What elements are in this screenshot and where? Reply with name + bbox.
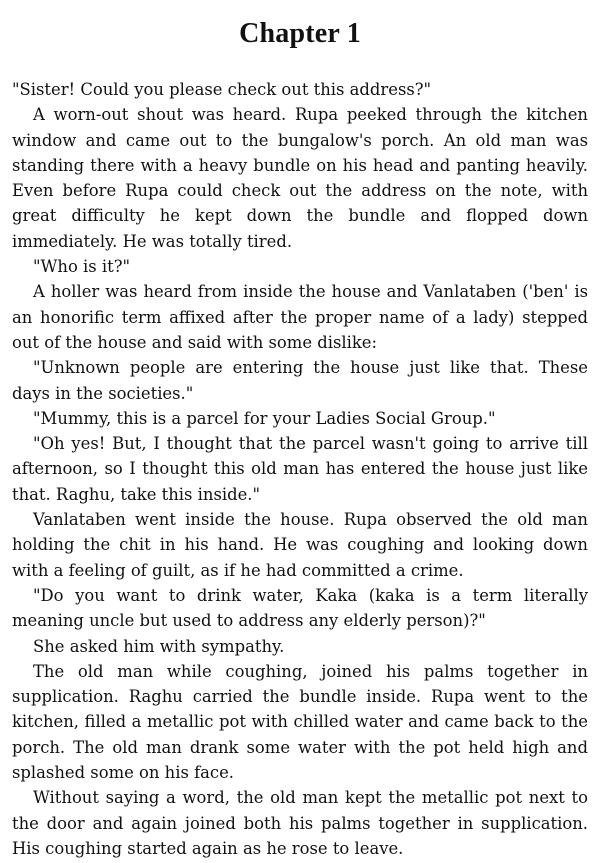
paragraph: "Do you want to drink water, Kaka (kaka is a term literally meaning uncle but used to address any elderly person)?"	[12, 585, 588, 631]
paragraph: "Mummy, this is a parcel for your Ladies Social Group."	[33, 408, 496, 428]
paragraph: A worn-out shout was heard. Rupa peeked through the kitchen window and came out to the bungalow's porch. An old man was standing there with a heavy bundle on his head and panting heavily. Even before Rupa could check out the address on the note, with great difficulty he kept down the bundle and flopped down immediately. He was totally tired.	[12, 105, 588, 251]
chapter-title: Chapter 1	[239, 18, 361, 49]
paragraph: Vanlataben went inside the house. Rupa observed the old man holding the chit in his hand. He was coughing and looking down with a feeling of guilt, as if he had committed a crime.	[12, 510, 588, 580]
paragraph: A holler was heard from inside the house and Vanlataben ('ben' is an honorific term affixed after the proper name of a lady) stepped out of the house and said with some dislike:	[12, 282, 588, 352]
chapter-body	[12, 77, 588, 861]
paragraph: She asked him with sympathy.	[33, 636, 285, 656]
paragraph: "Unknown people are entering the house just like that. These days in the societies."	[12, 358, 588, 403]
paragraph: "Who is it?"	[33, 257, 131, 277]
paragraph: "Oh yes! But, I thought that the parcel wasn't going to arrive till afternoon, so I thought this old man has entered the house just like that. Raghu, take this inside."	[12, 434, 588, 504]
paragraph: "Sister! Could you please check out this address?"	[12, 80, 432, 99]
paragraph: Without saying a word, the old man kept the metallic pot next to the door and again joined both his palms together in supplication. His coughing started again as he rose to leave.	[12, 788, 588, 858]
paragraph: The old man while coughing, joined his palms together in supplication. Raghu carried the bundle inside. Rupa went to the kitchen, filled a metallic pot with chilled water and came back to the porch. The old man drank some water with the pot held high and splashed some on his face.	[12, 661, 588, 783]
